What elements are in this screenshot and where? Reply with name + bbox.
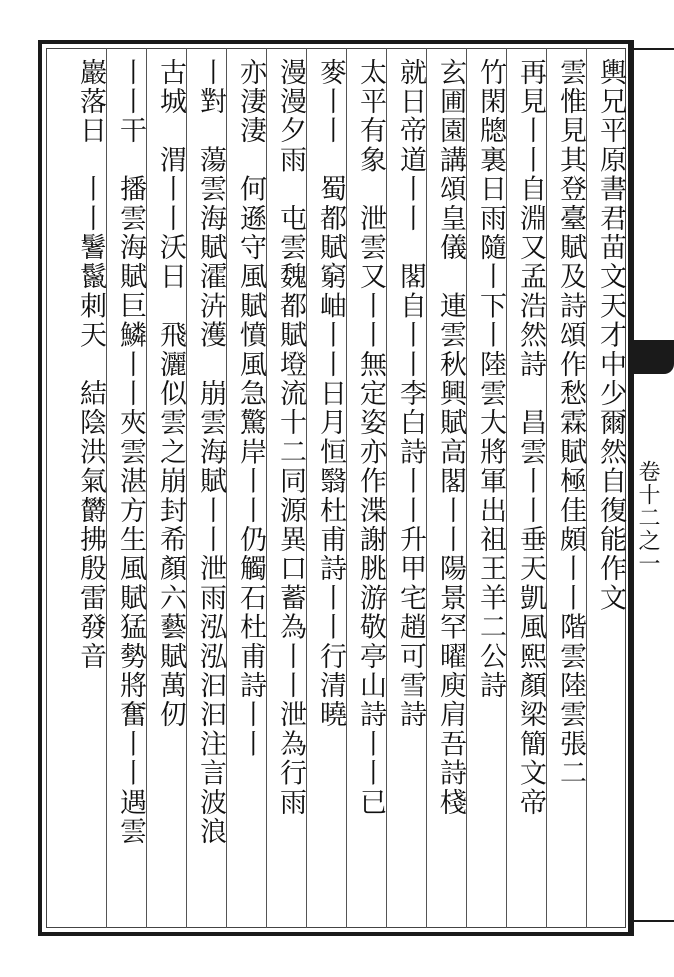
text-column-3: 再見丨丨自淵又孟浩然詩 昌雲丨丨垂天凱風熙顏梁簡文帝 — [515, 58, 546, 818]
text-column-8: 麥丨丨 蜀都賦窮岫丨丨日月恒翳杜甫詩丨丨行清曉 — [315, 58, 346, 730]
text-column-12: 古城 渭丨丨沃日 飛灑似雲之崩封希顏六藝賦萬仞 — [155, 58, 186, 730]
fold-volume-label: 卷十二之一 — [635, 460, 660, 575]
text-column-4: 竹閑牕裏日雨隨丨下丨陸雲大將軍出祖王羊二公詩 — [475, 58, 506, 701]
text-column-1: 輿兄平原書君苗文天才中少爾然自復能作文 — [595, 58, 626, 613]
fold-rule — [628, 48, 674, 50]
text-column-2: 雲惟見其登臺賦及詩頌作愁霖賦極佳頗丨丨階雲陸雲張二 — [555, 58, 586, 788]
text-column-10: 亦淒淒 何遜守風賦憤風急驚岸丨丨仍觸石杜甫詩丨丨 — [235, 58, 266, 759]
text-column-6: 就日帝道丨丨 閣自丨丨李白詩丨丨升甲宅趙可雪詩 — [395, 58, 426, 730]
text-column-spacer — [50, 58, 72, 928]
text-column-13: 丨丨干 播雲海賦巨鱗丨丨夾雲湛方生風賦猛勢將奮丨丨遇雲 — [115, 58, 146, 847]
text-column-14: 巖落日 丨丨鬐鬣刺天 結陰洪氣欝拂殷雷發音 — [75, 58, 106, 672]
fold-fishtail-mark — [628, 340, 674, 374]
text-column-7: 太平有象 泄雲又丨丨無定姿亦作渫謝朓游敬亭山詩丨丨已 — [355, 58, 386, 818]
page-fold-margin — [628, 40, 674, 936]
text-column-9: 漫漫夕雨 屯雲魏都賦墱流十二同源異口蓄為丨丨泄為行雨 — [275, 58, 306, 818]
text-column-11: 丨對 蕩雲海賦瀖泋濩 崩雲海賦丨丨泄雨泓泓汩汩注言波浪 — [195, 58, 226, 847]
text-column-5: 玄圃園講頌皇儀 連雲秋興賦高閣丨丨陽景罕曜庾肩吾詩棧 — [435, 58, 466, 818]
fold-rule — [628, 920, 674, 922]
fold-edge-line — [628, 40, 631, 936]
